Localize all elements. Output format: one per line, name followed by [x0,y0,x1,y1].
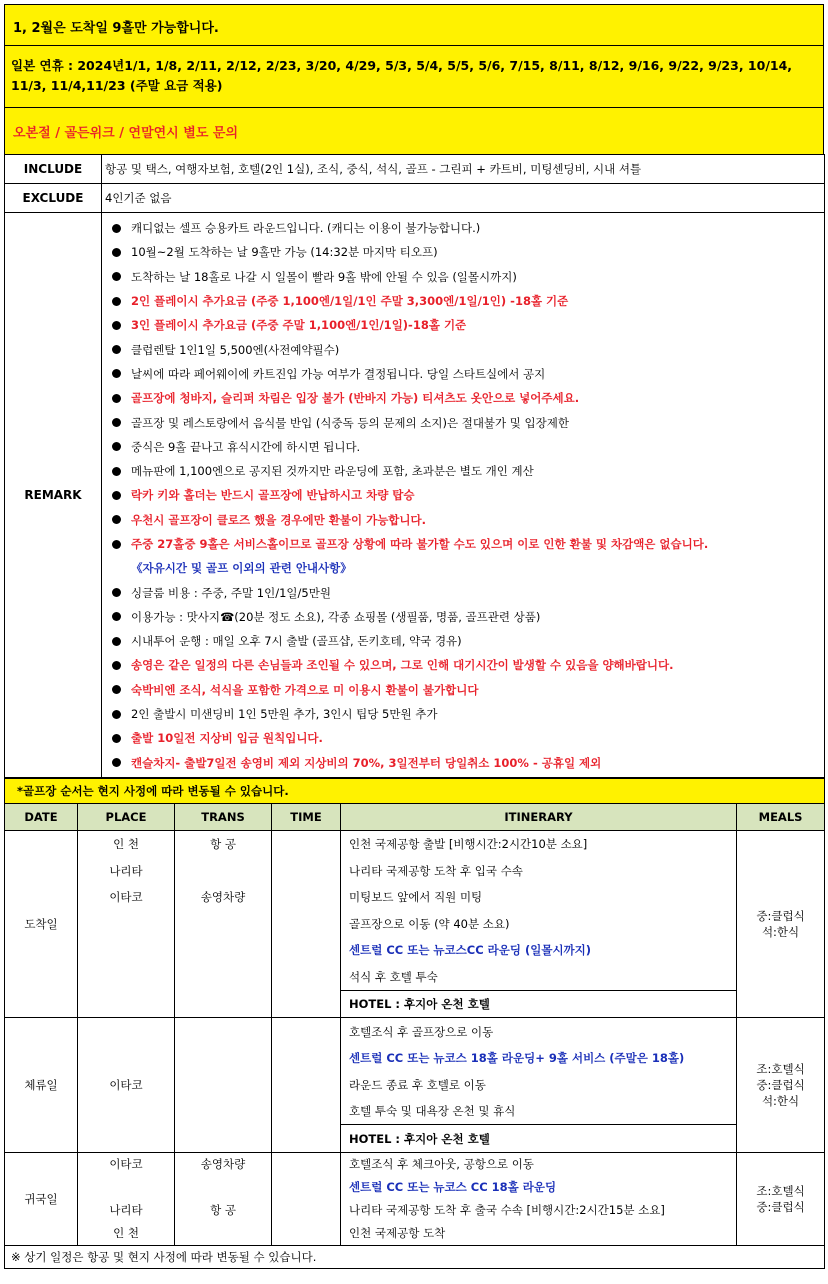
header-time: TIME [272,803,341,830]
day2-meals [737,1018,825,1153]
remark-item [108,605,824,629]
bullet-icon [112,515,121,524]
bullet-icon [112,758,121,767]
remark-item-text: 주중 27홀중 9홀은 서비스홀이므로 골프장 상황에 따라 불가할 수도 있으며 이로 인한 환불 및 차감액은 없습니다. [131,537,709,551]
header-itinerary: ITINERARY [341,803,737,830]
day2-hotel: HOTEL : 후지아 온천 호텔 [341,1124,736,1152]
remark-item-text: 캔슬차지- 출발7일전 송영비 제외 지상비의 70%, 3일전부터 당일취소 100% - 공휴일 제외 [131,755,602,770]
day3-time [272,1152,341,1245]
remark-item [108,532,824,556]
day1-line-5: 센트럴 CC 또는 뉴코스CC 라운딩 (일몰시까지) [349,943,592,958]
exclude-label: EXCLUDE [5,184,102,213]
bullet-icon [112,297,121,306]
day2-itinerary [341,1018,737,1153]
banner-inquiry: 오본절 / 골든위크 / 연말연시 별도 문의 [4,107,824,154]
bullet-icon [112,248,121,257]
day2-meal-1: 조:호텔식 [756,1062,805,1077]
bullet-icon [112,661,121,670]
remark-item-text: 골프장에 청바지, 슬리퍼 차림은 입장 불가 (반바지 가능) 티셔츠도 옷안으로 넣어주세요. [131,391,580,406]
day1-place-3: 이타코 [109,890,143,905]
bullet-icon [112,491,121,500]
day3-trans [175,1152,272,1245]
day2-time [272,1018,341,1153]
bullet-icon [112,369,121,378]
remark-item-text: 클럽렌탈 1인1일 5,500엔(사전예약필수) [131,342,340,357]
remark-item-text: 우천시 골프장이 클로즈 했을 경우에만 환불이 가능합니다. [131,512,427,527]
bullet-icon [112,442,121,451]
table-row-day2 [5,1018,825,1153]
remark-label: REMARK [5,213,102,778]
remark-item [108,362,824,386]
remark-item [108,556,824,580]
footer-note: ※ 상기 일정은 항공 및 현지 사정에 따라 변동될 수 있습니다. [5,1245,825,1268]
day1-place-1: 인 천 [113,837,139,852]
day1-trans-1: 항 공 [210,837,236,852]
remark-item-text: 《자유시간 및 골프 이외의 관련 안내사항》 [131,561,352,576]
day3-line-4: 인천 국제공항 도착 [349,1226,446,1241]
day3-trans-4 [175,1222,271,1245]
bullet-icon [112,710,121,719]
golf-tour-document [4,4,824,1269]
bullet-icon [112,418,121,427]
day2-line-2: 센트럴 CC 또는 뉴코스 18홀 라운딩+ 9홀 서비스 (주말은 18홀) [349,1051,685,1066]
day3-place-3: 나리타 [109,1203,143,1218]
day1-place-2: 나리타 [109,863,143,878]
remark-item-text: 10월~2월 도착하는 날 9홀만 가능 (14:32분 마지막 티오프) [131,245,438,260]
remark-item-text: 캐디없는 셀프 승용카트 라운드입니다. (캐디는 이용이 불가능합니다.) [131,221,481,236]
day2-meal-2: 중:클럽식 [756,1078,805,1093]
day1-meal-2: 석:한식 [761,925,800,940]
day3-place-2 [78,1176,174,1199]
header-meals: MEALS [737,803,825,830]
banner-winter-notice: 1, 2월은 도착일 9홀만 가능합니다. [4,4,824,45]
bullet-icon [112,394,121,403]
remark-item [108,726,824,750]
day2-trans [175,1018,272,1153]
remark-item [108,240,824,264]
day1-meals [737,830,825,1018]
day1-time [272,830,341,1018]
remark-cell [102,213,825,778]
day3-trans-3: 항 공 [210,1203,236,1218]
header-place: PLACE [78,803,175,830]
day3-places [78,1152,175,1245]
remark-item [108,435,824,459]
day1-itinerary [341,830,737,1018]
remark-item [108,265,824,289]
day3-line-1: 호텔조식 후 체크아웃, 공항으로 이동 [349,1157,534,1172]
day3-meal-1: 조:호텔식 [756,1183,805,1198]
bullet-icon [112,612,121,621]
remark-item-text: 시내투어 운행 : 매일 오후 7시 출발 (골프샵, 돈키호테, 약국 경유) [131,634,462,649]
table-row-day1 [5,830,825,1018]
bullet-icon [112,637,121,646]
day3-line-3: 나리타 국제공항 도착 후 출국 수속 [비행시간:2시간15분 소요] [349,1203,665,1218]
include-text: 항공 및 택스, 여행자보험, 호텔(2인 1실), 조식, 중식, 석식, 골프 - 그린피 + 카트비, 미팅센딩비, 시내 셔틀 [102,155,825,184]
remark-item-text: 2인 출발시 미샌딩비 1인 5만원 추가, 3인시 팁당 5만원 추가 [131,707,438,722]
day2-line-1: 호텔조식 후 골프장으로 이동 [349,1024,494,1039]
include-exclude-table [4,154,825,778]
day1-meal-1: 중:클럽식 [756,909,805,924]
day3-line-2: 센트럴 CC 또는 뉴코스 CC 18홀 라운딩 [349,1180,557,1195]
day2-meal-3: 석:한식 [761,1094,800,1109]
day3-meals [737,1152,825,1245]
remark-item [108,678,824,702]
header-date: DATE [5,803,78,830]
day1-line-3: 미팅보드 앞에서 직원 미팅 [349,890,483,905]
bullet-icon [112,467,121,476]
bullet-icon [112,272,121,281]
day3-itinerary [341,1152,737,1245]
remark-item-text: 골프장 및 레스토랑에서 음식물 반입 (식중독 등의 문제의 소지)은 절대불가 및 입장제한 [131,415,569,430]
day1-trans [175,830,272,1018]
remark-item [108,410,824,434]
day3-trans-2 [175,1176,271,1199]
remark-item [108,653,824,677]
remark-item [108,580,824,604]
remark-list [102,213,824,777]
day1-line-2: 나리타 국제공항 도착 후 입국 수속 [349,863,523,878]
remark-item-text: 락카 키와 홀더는 반드시 골프장에 반납하시고 차량 탑승 [131,488,415,503]
golf-order-notice: *골프장 순서는 현지 사정에 따라 변동될 수 있습니다. [5,778,825,803]
bullet-icon [112,345,121,354]
remark-item-text: 3인 플레이시 추가요금 (주중 주말 1,100엔/1인/1일)-18홀 기준 [131,318,467,333]
day1-trans-2 [175,857,271,884]
remark-item-text: 메뉴판에 1,100엔으로 공지된 것까지만 라운딩에 포함, 초과분은 별도 개인 계산 [131,464,534,479]
day2-line-4: 호텔 투숙 및 대욕장 온천 및 휴식 [349,1104,516,1119]
remark-item [108,216,824,240]
bullet-icon [112,588,121,597]
day3-place-1: 이타코 [109,1157,143,1172]
bullet-icon [112,685,121,694]
day3-date: 귀국일 [5,1152,78,1245]
day3-trans-1: 송영차량 [200,1157,246,1172]
remark-item-text: 숙박비엔 조식, 석식을 포함한 가격으로 미 이용시 환불이 불가합니다 [131,682,479,697]
itinerary-table [4,778,825,1269]
remark-item [108,337,824,361]
remark-item [108,459,824,483]
day1-line-1: 인천 국제공항 출발 [비행시간:2시간10분 소요] [349,837,588,852]
remark-item [108,629,824,653]
day3-place-4: 인 천 [113,1226,139,1241]
day1-date: 도착일 [5,830,78,1018]
remark-item [108,702,824,726]
exclude-text: 4인기준 없음 [102,184,825,213]
header-trans: TRANS [175,803,272,830]
remark-item-text: 싱글룸 비용 : 주중, 주말 1인/1일/5만원 [131,585,331,600]
remark-item-text: 송영은 같은 일정의 다른 손님들과 조인될 수 있으며, 그로 인해 대기시간이 발생할 수 있음을 양해바랍니다. [131,658,674,673]
day1-line-6: 석식 후 호텔 투숙 [349,969,438,984]
bullet-icon [112,224,121,233]
remark-item [108,508,824,532]
day1-places [78,830,175,1018]
day1-hotel: HOTEL : 후지아 온천 호텔 [341,990,736,1018]
day1-line-4: 골프장으로 이동 (약 40분 소요) [349,916,510,931]
day3-meal-2: 중:클럽식 [756,1199,805,1214]
bullet-icon [112,540,121,549]
remark-item [108,313,824,337]
remark-item [108,289,824,313]
remark-item-text: 출발 10일전 지상비 입금 원칙입니다. [131,731,323,746]
bullet-icon [112,321,121,330]
remark-item-text: 날씨에 따라 페어웨이에 카트진입 가능 여부가 결정됩니다. 당일 스타트실에서 공지 [131,366,546,381]
remark-item-text: 도착하는 날 18홀로 나갈 시 일몰이 빨라 9홀 밖에 안될 수 있음 (일몰시까지) [131,269,517,284]
banner-holidays: 일본 연휴 : 2024년1/1, 1/8, 2/11, 2/12, 2/23, 3/20, 4/29, 5/3, 5/4, 5/5, 5/6, 7/15, 8/11, 8/12, 9/16, 9/22, 9/23, 10/14, 11/3, 11/4,11/23 (주말 요금 적용) [4,45,824,107]
remark-item-text: 중식은 9홀 끝나고 휴식시간에 하시면 됩니다. [131,439,361,454]
bullet-icon [112,734,121,743]
day1-trans-3: 송영차량 [200,890,246,905]
include-label: INCLUDE [5,155,102,184]
remark-item [108,386,824,410]
remark-item [108,483,824,507]
day2-date: 체류일 [5,1018,78,1153]
table-row-day3 [5,1152,825,1245]
remark-item-text: 2인 플레이시 추가요금 (주중 1,100엔/1일/1인 주말 3,300엔/1일/1인) -18홀 기준 [131,294,569,309]
remark-item-text: 이용가능 : 맛사지☎(20분 정도 소요), 각종 쇼핑몰 (생필품, 명품, 골프관련 상품) [131,609,541,624]
day2-line-3: 라운드 종료 후 호텔로 이동 [349,1077,486,1092]
remark-item [108,751,824,775]
day2-place: 이타코 [78,1018,175,1153]
